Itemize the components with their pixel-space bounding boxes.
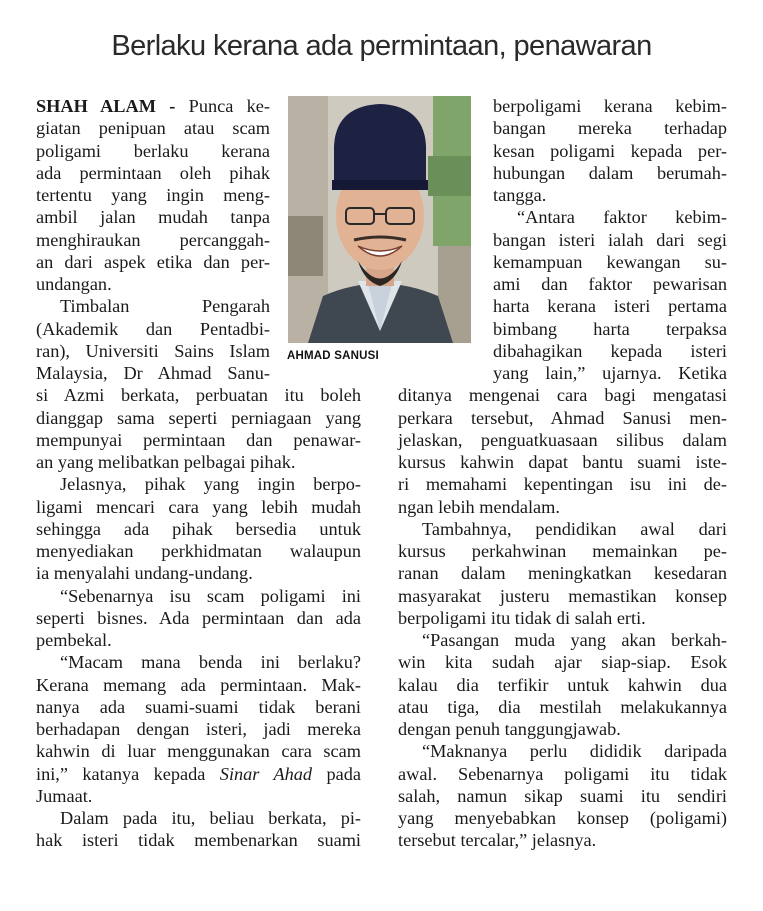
article-text: Jelasnya, pihak yang ingin berpo- (60, 474, 361, 495)
article-text: bimbang harta terpaksa (493, 318, 727, 339)
portrait-photo (288, 96, 471, 343)
article-line (398, 540, 727, 562)
article-line (493, 184, 727, 206)
article-text: harta kerana isteri pertama (493, 296, 727, 317)
article-line (398, 829, 727, 851)
article-line (398, 429, 727, 451)
article-line (36, 407, 361, 429)
article-text: seperti bisnes. Ada permintaan dan ada (36, 607, 361, 628)
article-line (36, 362, 270, 384)
article-text: Kerana memang ada permintaan. Mak- (36, 674, 361, 695)
article-text: ambil jalan mudah tanpa (36, 207, 270, 228)
article-text: undangan. (36, 274, 112, 294)
article-line (60, 651, 361, 673)
article-line (36, 318, 270, 340)
article-text: ranan dalam meningkatkan kesedaran (398, 563, 727, 584)
article-text: ri memahami kepentingan isu ini de- (398, 474, 727, 495)
article-line (36, 95, 270, 117)
article-text: poligami berlaku kerana (36, 140, 270, 161)
article-line (36, 451, 361, 473)
article-line (36, 251, 270, 273)
article-text: Tambahnya, pendidikan awal dari (422, 518, 727, 539)
article-line (36, 273, 270, 295)
article-text: dianggap sama seperti perniagaan yang (36, 407, 361, 428)
article-text: Punca ke- (175, 96, 270, 116)
article-line (398, 585, 727, 607)
article-line (398, 496, 727, 518)
article-text: yang lain,” ujarnya. Ketika (493, 363, 727, 383)
article-text: salah, namun sikap suami itu sendiri (398, 785, 727, 806)
article-text: mempunyai permintaan dan penawar- (36, 429, 361, 450)
article-text: “Sebenarnya isu scam poligami ini (60, 585, 361, 606)
article-text: berhadapan dengan isteri, jadi mereka (36, 719, 361, 739)
article-text: pembekal. (36, 630, 112, 650)
portrait-illustration (288, 96, 471, 343)
article-text: jelaskan, penguatkuasaan silibus dalam (398, 429, 727, 450)
article-line (36, 785, 361, 807)
article-text: kemampuan kewangan su- (493, 251, 727, 272)
article-text: Malaysia, Dr Ahmad Sanu- (36, 363, 270, 383)
article-line (36, 607, 361, 629)
article-line (493, 340, 727, 362)
article-text: tangga. (493, 185, 547, 205)
article-text: bangan mereka terhadap (493, 118, 727, 139)
article-line (60, 473, 361, 495)
article-text: kesan poligami kepada per- (493, 140, 727, 161)
article-text: an dari aspek etika dan per- (36, 251, 270, 272)
article-text: Dalam pada itu, beliau berkata, pi- (60, 808, 361, 828)
article-text: ran), Universiti Sains Islam (36, 340, 270, 361)
article-line (36, 696, 361, 718)
article-text: ia menyalahi undang-undang. (36, 563, 253, 584)
article-line (517, 206, 727, 228)
article-text: “Maknanya perlu dididik daripada (422, 741, 727, 762)
article-line (398, 651, 727, 673)
article-text: kalau dia terfikir untuk kahwin dua (398, 674, 727, 695)
article-line (36, 496, 361, 518)
article-line (493, 229, 727, 251)
article-line (36, 140, 270, 162)
article-line (36, 184, 270, 206)
article-text: win kita sudah ajar siap-siap. Esok (398, 652, 727, 673)
article-line (422, 629, 727, 651)
article-line (36, 763, 361, 785)
article-text: Timbalan Pengarah (60, 296, 270, 317)
article-line (36, 162, 270, 184)
article-line (36, 518, 361, 540)
article-text: ini,” katanya kepada (36, 763, 220, 784)
article-text: menyediakan perkhidmatan walaupun (36, 541, 361, 561)
article-text: “Pasangan muda yang akan berkah- (422, 630, 727, 650)
article-text: berpoligami itu tidak di salah erti. (398, 607, 646, 628)
article-line (36, 340, 270, 362)
article-line (36, 206, 270, 228)
article-line (36, 562, 361, 584)
article-line (398, 674, 727, 696)
article-line (493, 117, 727, 139)
article-text: berpoligami kerana kebim- (493, 96, 727, 116)
photo-caption: AHMAD SANUSI (287, 350, 379, 362)
article-text: masyarakat justeru memastikan konsep (398, 585, 727, 606)
article-line (36, 384, 361, 406)
article-line (398, 607, 727, 629)
article-text: Jumaat. (36, 785, 93, 806)
article-text: “Macam mana benda ini berlaku? (60, 652, 361, 673)
article-line (493, 318, 727, 340)
publication-name: Sinar Ahad (219, 763, 313, 784)
article-text: tertentu yang ingin meng- (36, 185, 270, 205)
article-line (422, 740, 727, 762)
article-text: kursus perkahwinan memainkan pe- (398, 541, 727, 561)
article-text: dengan penuh tanggungjawab. (398, 719, 621, 739)
article-line (493, 362, 727, 384)
article-text: an yang melibatkan pelbagai pihak. (36, 452, 296, 472)
article-line (36, 718, 361, 740)
article-line (398, 696, 727, 718)
article-text: pada (312, 763, 361, 784)
article-line (398, 473, 727, 495)
article-text: “Antara faktor kebim- (517, 207, 727, 228)
article-text: ada permintaan oleh pihak (36, 162, 270, 183)
article-line (60, 585, 361, 607)
article-text: bangan isteri ialah dari segi (493, 229, 727, 250)
article-line (398, 763, 727, 785)
article-line (398, 451, 727, 473)
article-line (398, 785, 727, 807)
article-text: atau tiga, dia mestilah melakukannya (398, 696, 727, 717)
article-text: sehingga ada pihak bersedia untuk (36, 518, 361, 539)
article-line (398, 562, 727, 584)
article-text: yang menyebabkan konsep (poligami) (398, 808, 727, 828)
article-line (398, 384, 727, 406)
article-line (36, 674, 361, 696)
article-line (493, 140, 727, 162)
article-text: ngan lebih mendalam. (398, 496, 560, 517)
article-line (398, 807, 727, 829)
article-line (36, 829, 361, 851)
article-line (493, 95, 727, 117)
article-text: perkara tersebut, Ahmad Sanusi men- (398, 407, 727, 428)
article-text: ditanya mengenai cara bagi mengatasi (398, 385, 727, 406)
article-text: hubungan dalam berumah- (493, 162, 727, 183)
article-line (60, 807, 361, 829)
article-line (493, 251, 727, 273)
article-line (36, 629, 361, 651)
article-line (36, 429, 361, 451)
article-line (493, 295, 727, 317)
article-text: giatan penipuan atau scam (36, 118, 270, 139)
article-text: hak isteri tidak membenarkan suami (36, 830, 361, 851)
article-text: menghiraukan percanggah- (36, 229, 270, 250)
article-line (493, 273, 727, 295)
article-line (36, 117, 270, 139)
article-text: ami dan faktor pewarisan (493, 274, 727, 294)
article-line (398, 718, 727, 740)
headline: Berlaku kerana ada permintaan, penawaran (111, 30, 652, 62)
dateline: SHAH ALAM - (36, 96, 176, 116)
article-line (493, 162, 727, 184)
article-text: si Azmi berkata, perbuatan itu boleh (36, 385, 361, 406)
article-line (36, 540, 361, 562)
article-line (60, 295, 270, 317)
article-text: nanya ada suami-suami tidak berani (36, 696, 361, 717)
article-text: tersebut tercalar,” jelasnya. (398, 830, 597, 851)
article-text: awal. Sebenarnya poligami itu tidak (398, 763, 727, 784)
article-text: kursus kahwin dapat bantu suami iste- (398, 452, 727, 472)
article-text: (Akademik dan Pentadbi- (36, 318, 270, 339)
article-text: ligami mencari cara yang lebih mudah (36, 496, 361, 517)
article-line (36, 229, 270, 251)
article-line (422, 518, 727, 540)
article-line (398, 407, 727, 429)
article-text: dibahagikan kepada isteri (493, 340, 727, 361)
article-line (36, 740, 361, 762)
article-text: kahwin di luar menggunakan cara scam (36, 741, 361, 762)
